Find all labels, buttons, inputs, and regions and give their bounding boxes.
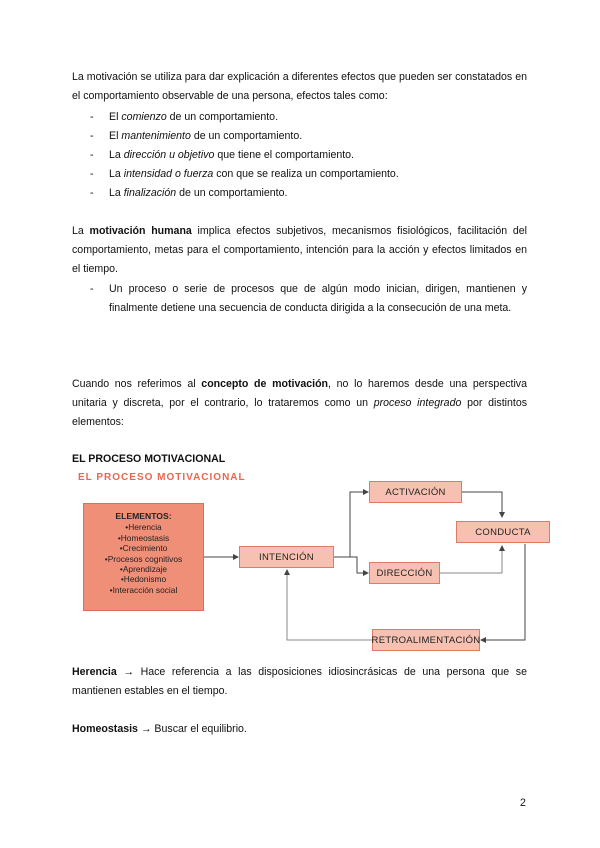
arrow-intencion-activacion [334,492,368,557]
elements-box: ELEMENTOS: •Herencia •Homeostasis •Crecimiento •Procesos cognitivos •Aprendizaje •Hedonismo •Interacción social [83,503,204,611]
document-page: La motivación se utiliza para dar explicación a diferentes efectos que pueden ser constatados en el comportamiento observable de una persona, efectos tales como: - El comienzo de un comportamiento. - El mantenimiento de un comportamiento. - La dirección u objetivo que tiene el comportamiento. - La intensidad o fuerza con que se realiza un comportamiento. - La finalización de un comportamiento. La motivación humana implica efectos subjetivos, mecanismos fisiológicos, facilitación del comportamiento, metas para el comportamiento, intención para la acción y efectos limitados en el tiempo. - Un proceso o serie de procesos que de algún modo inician, dirigen, mantienen y finalmente detiene una secuencia de conducta dirigida a la consecución de una meta. Cuando nos referimos al concepto de motivación, no lo haremos desde una perspectiva unitaria y discreta, por el contrario, lo trataremos como un proceso integrado por distintos elementos: EL PROCESO MOTIVACIONAL EL PROCESO MOTIVACIONAL ELEMENTOS: •Herencia •Homeostasis •Crecimiento •Procesos cognitivos •Aprendizaje •Hedonismo •Interacción social INTENCIÓN ACTIVACIÓN DIRECCIÓN CONDUCTA RETROALIMENTACIÓN Herencia → Hace referencia a las disposiciones idiosincrásicas de una persona que se mantienen estables en el tiempo. Homeostasis → Buscar el equilibrio. 2 [0,0,600,848]
homeostasis-paragraph: Homeostasis → Buscar el equilibrio. [72,723,247,735]
motivational-process-diagram [72,472,532,652]
arrow-conducta-retro [481,544,525,640]
direccion-box: DIRECCIÓN [369,562,440,584]
conducta-box: CONDUCTA [456,521,550,543]
page-number: 2 [520,797,526,809]
arrow-intencion-direccion [334,557,368,573]
arrow-activacion-conducta [462,492,502,517]
retroalimentacion-box: RETROALIMENTACIÓN [372,629,480,651]
diagram-title-fragment: EL PROCESO MOTIVACIONAL [78,472,246,481]
concept-paragraph: Cuando nos referimos al concepto de motivación, no lo haremos desde una perspectiva unitaria y discreta, por el contrario, lo trataremos como un proceso integrado por distintos elementos: [72,378,528,428]
arrow-retro-intencion [287,570,372,640]
intencion-box: INTENCIÓN [239,546,334,568]
intro-paragraph: La motivación se utiliza para dar explicación a diferentes efectos que pueden ser constatados en el comportamiento observable de una persona, efectos tales como: [72,71,527,102]
activacion-box: ACTIVACIÓN [369,481,462,503]
human-motivation-paragraph: La motivación humana implica efectos subjetivos, mecanismos fisiológicos, facilitación del comportamiento, metas para el comportamiento, intención para la acción y efectos limitados en el tiempo. [72,225,527,275]
arrow-direccion-conducta [440,546,502,573]
herencia-paragraph: Herencia → Hace referencia a las disposiciones idiosincrásicas de una persona que se mantienen estables en el tiempo. [72,666,527,697]
section-heading: EL PROCESO MOTIVACIONAL [72,453,226,465]
